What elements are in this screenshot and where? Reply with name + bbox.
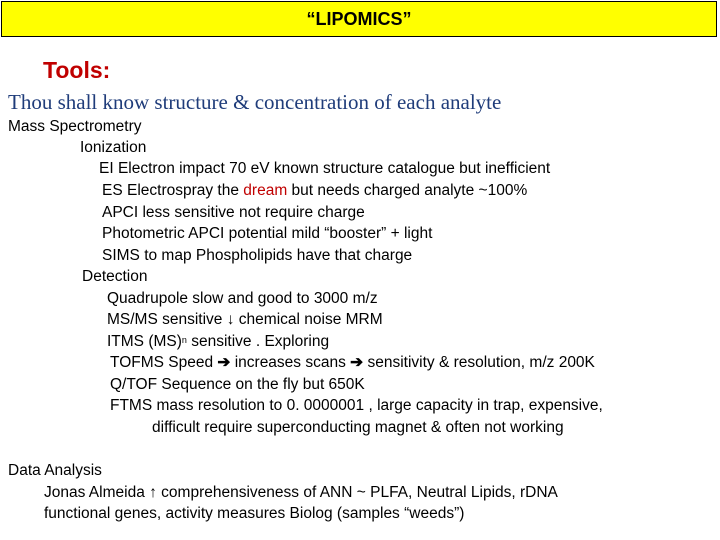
tools-heading: Tools: <box>43 57 111 83</box>
functional-line: functional genes, activity measures Biolog (samples “weeds”) <box>44 505 465 522</box>
msms-line <box>107 311 383 329</box>
ei-line: EI Electron impact 70 eV known structure catalogue but inefficient <box>99 160 551 177</box>
ftms-line: FTMS mass resolution to 0. 0000001 , large capacity in trap, expensive, <box>110 397 603 414</box>
right-arrow-icon: ➔ <box>350 354 364 371</box>
sims-line: SIMS to map Phospholipids have that charge <box>102 247 413 264</box>
data-analysis-heading: Data Analysis <box>8 462 102 479</box>
qtof-line: Q/TOF Sequence on the fly but 650K <box>110 376 365 393</box>
msms-text-post: chemical noise MRM <box>234 311 383 328</box>
motto-line: Thou shall know structure & concentration of each analyte <box>8 90 502 114</box>
page-title: “LIPOMICS” <box>306 9 412 29</box>
tofms-text-3: sensitivity & resolution, m/z 200K <box>363 354 595 371</box>
es-text-pre: ES Electrospray the <box>102 182 244 199</box>
dream-word: dream <box>243 182 288 199</box>
es-text-post: but needs charged analyte ~100% <box>287 182 528 199</box>
quadrupole-line: Quadrupole slow and good to 3000 m/z <box>107 290 378 307</box>
tofms-text-2: increases scans <box>230 354 351 371</box>
ionization-heading: Ionization <box>80 139 147 156</box>
right-arrow-icon: ➔ <box>217 354 231 371</box>
ftms-continued-line: difficult require superconducting magnet & often not working <box>152 419 564 436</box>
es-line <box>102 182 527 200</box>
itms-line <box>107 333 329 351</box>
detection-heading: Detection <box>82 268 148 285</box>
down-arrow-icon: ↓ <box>226 311 235 328</box>
photometric-line: Photometric APCI potential mild “booster” + light <box>102 225 433 242</box>
apci-line: APCI less sensitive not require charge <box>102 204 365 221</box>
mass-spec-heading: Mass Spectrometry <box>8 118 142 135</box>
tofms-text-1: TOFMS Speed <box>110 354 218 371</box>
msms-text-pre: MS/MS sensitive <box>107 311 227 328</box>
itms-text-post: sensitive . Exploring <box>186 333 330 350</box>
up-arrow-icon: ↑ <box>149 484 157 501</box>
tofms-line <box>110 354 595 372</box>
title-banner <box>1 1 717 37</box>
itms-text-pre: ITMS (MS) <box>107 333 182 350</box>
jonas-text-post: comprehensiveness of ANN ~ PLFA, Neutral Lipids, rDNA <box>156 484 558 501</box>
jonas-text-pre: Jonas Almeida <box>44 484 150 501</box>
itms-superscript: n <box>181 335 187 345</box>
jonas-line <box>44 484 558 502</box>
